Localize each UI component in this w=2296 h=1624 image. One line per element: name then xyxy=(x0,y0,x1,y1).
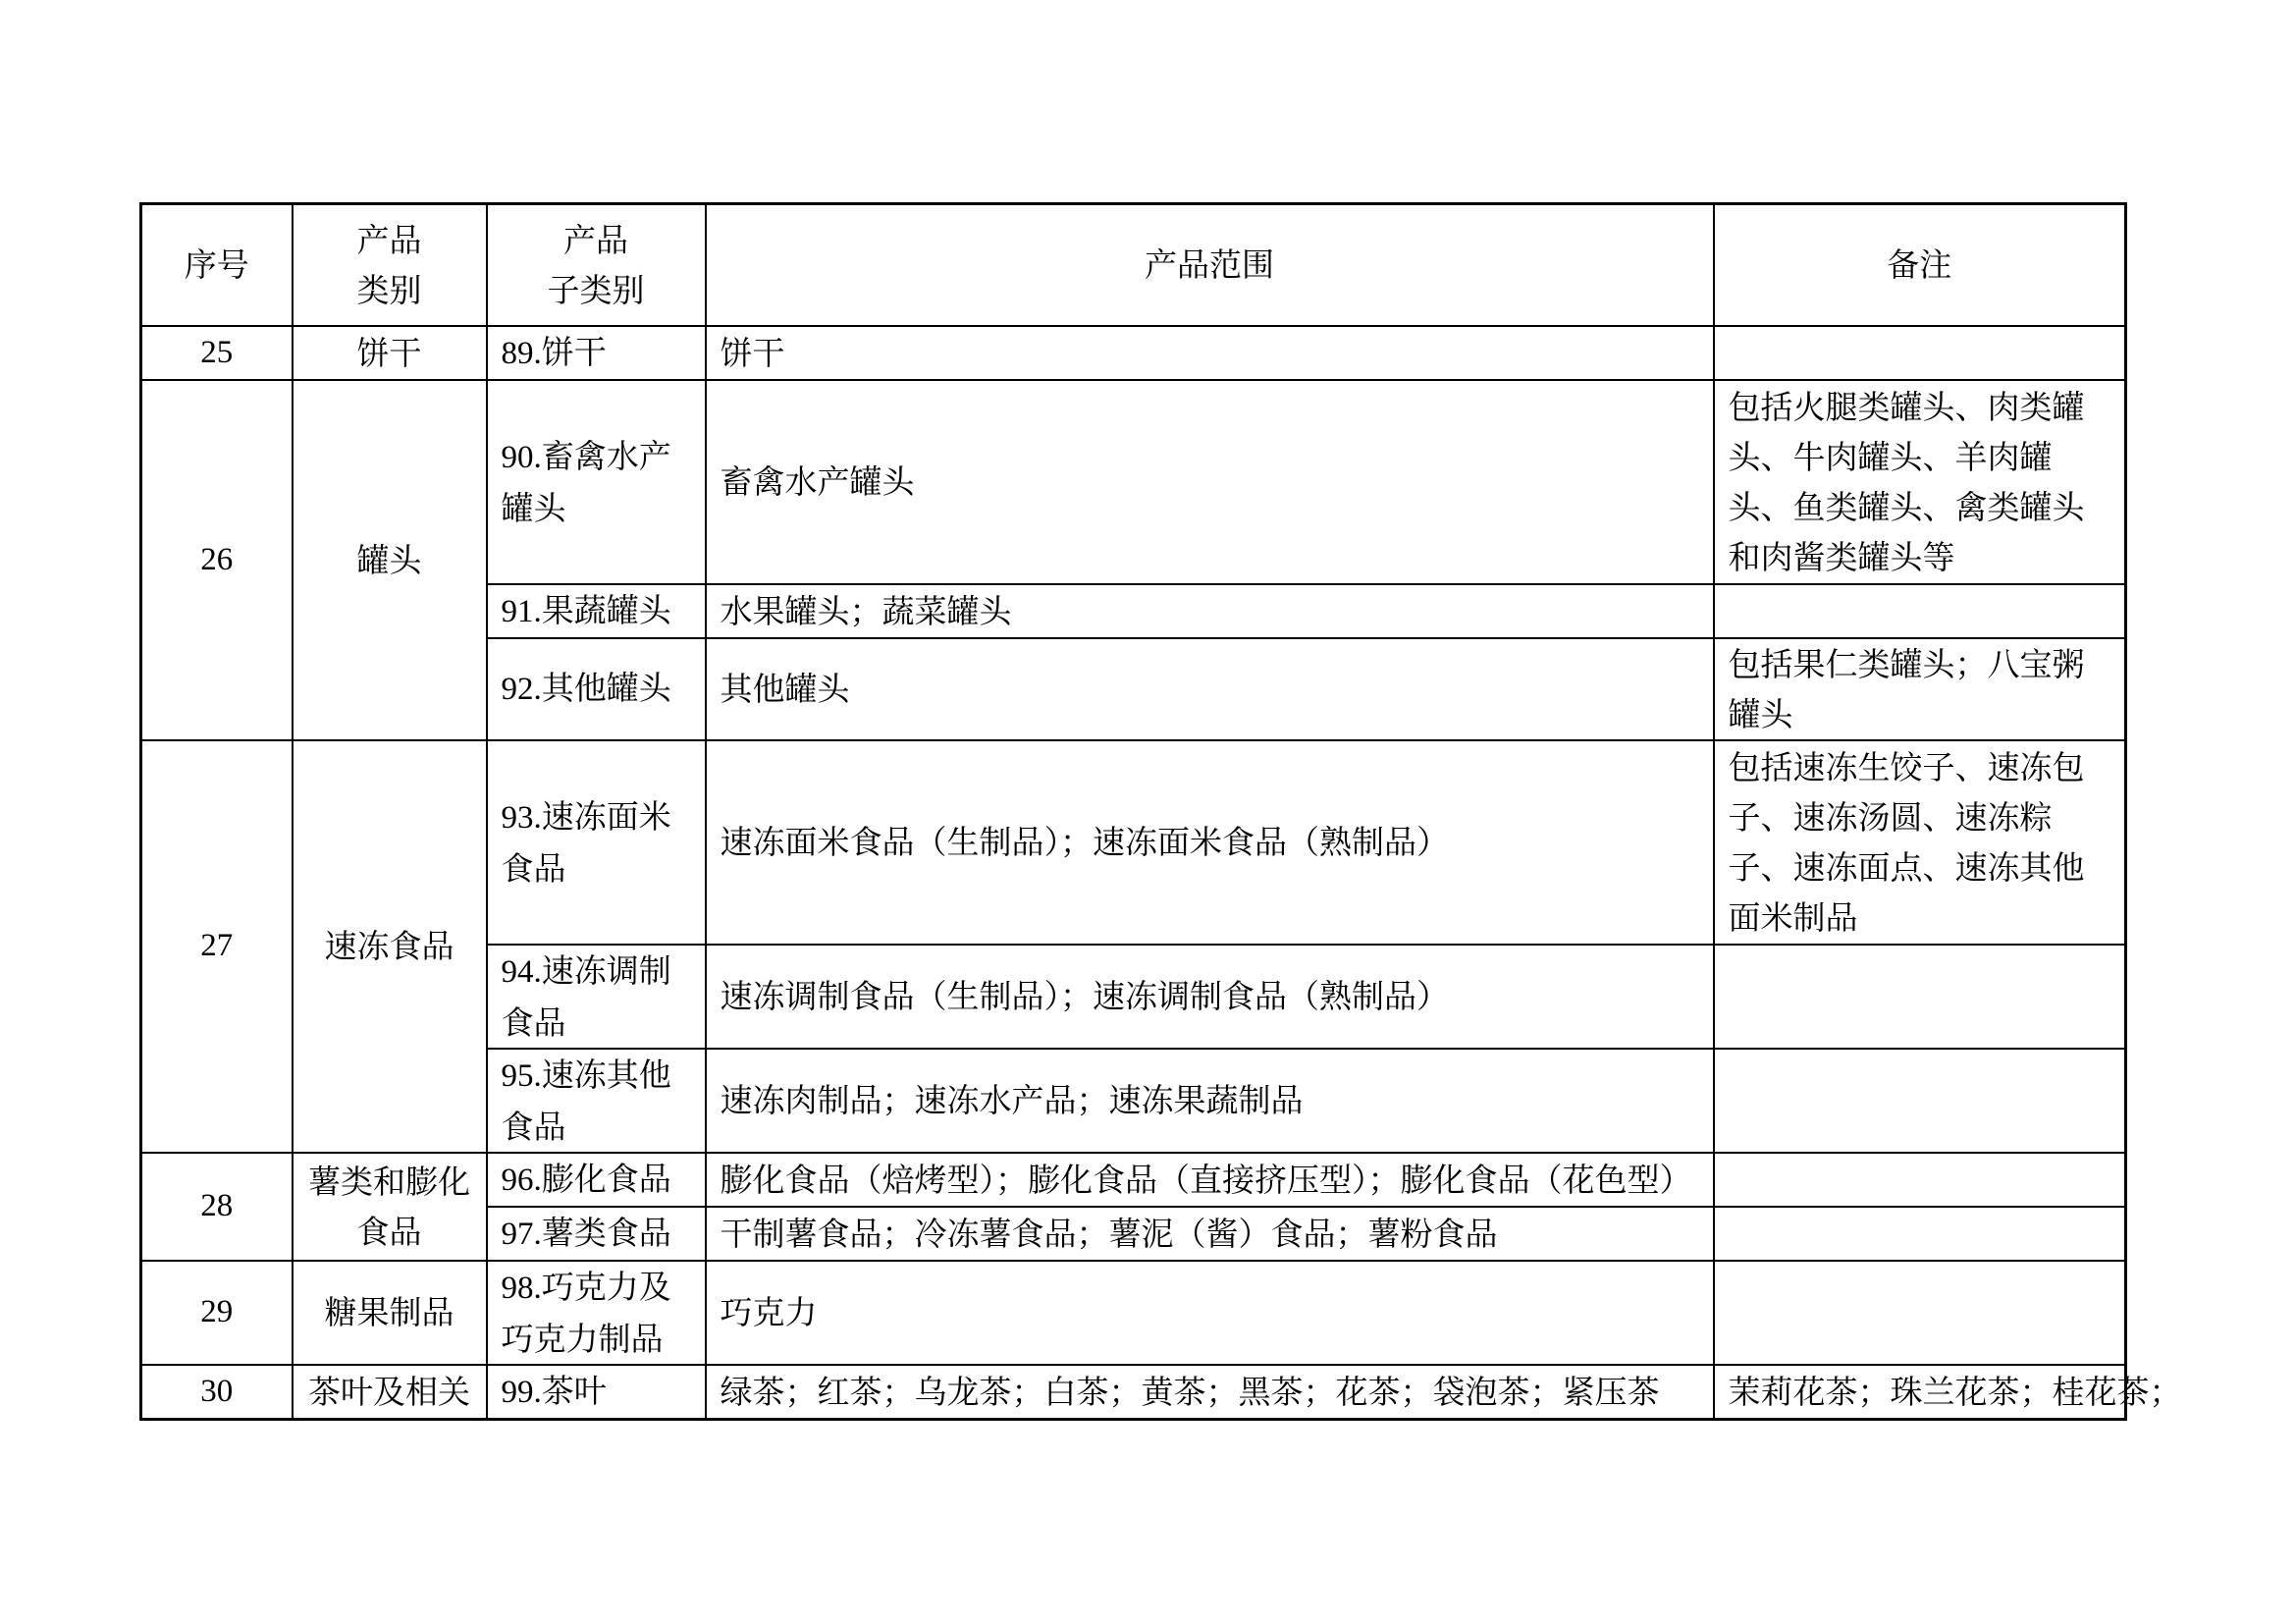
row-remark: 茉莉花茶；珠兰花茶；桂花茶； xyxy=(1714,1365,2126,1420)
row-remark xyxy=(1714,945,2126,1049)
row-category: 茶叶及相关 xyxy=(293,1365,487,1420)
row-subcategory: 93.速冻面米食品 xyxy=(487,740,706,945)
header-row xyxy=(141,204,2126,326)
row-remark: 包括火腿类罐头、肉类罐头、牛肉罐头、羊肉罐头、鱼类罐头、禽类罐头和肉酱类罐头等 xyxy=(1714,380,2126,584)
row-subcategory: 99.茶叶 xyxy=(487,1365,706,1420)
row-scope: 水果罐头；蔬菜罐头 xyxy=(706,584,1714,638)
row-seq: 25 xyxy=(141,326,293,380)
row-category: 薯类和膨化食品 xyxy=(293,1153,487,1261)
row-scope: 巧克力 xyxy=(706,1261,1714,1365)
row-subcategory: 92.其他罐头 xyxy=(487,638,706,740)
row-category: 速冻食品 xyxy=(293,740,487,1153)
row-category: 饼干 xyxy=(293,326,487,380)
row-remark: 包括果仁类罐头；八宝粥罐头 xyxy=(1714,638,2126,740)
row-scope: 速冻肉制品；速冻水产品；速冻果蔬制品 xyxy=(706,1049,1714,1153)
table-row xyxy=(141,1153,2126,1207)
table-row xyxy=(141,380,2126,584)
row-subcategory: 98.巧克力及巧克力制品 xyxy=(487,1261,706,1365)
row-scope: 畜禽水产罐头 xyxy=(706,380,1714,584)
row-remark xyxy=(1714,1207,2126,1261)
row-scope: 饼干 xyxy=(706,326,1714,380)
row-seq: 30 xyxy=(141,1365,293,1420)
row-remark xyxy=(1714,1153,2126,1207)
row-scope: 其他罐头 xyxy=(706,638,1714,740)
header-seq: 序号 xyxy=(141,204,293,326)
row-subcategory: 94.速冻调制食品 xyxy=(487,945,706,1049)
row-category: 糖果制品 xyxy=(293,1261,487,1365)
row-seq: 27 xyxy=(141,740,293,1153)
table-row xyxy=(141,740,2126,945)
row-remark: 包括速冻生饺子、速冻包子、速冻汤圆、速冻粽子、速冻面点、速冻其他面米制品 xyxy=(1714,740,2126,945)
row-remark xyxy=(1714,584,2126,638)
header-remark: 备注 xyxy=(1714,204,2126,326)
row-subcategory: 95.速冻其他食品 xyxy=(487,1049,706,1153)
row-subcategory: 90.畜禽水产罐头 xyxy=(487,380,706,584)
row-subcategory: 96.膨化食品 xyxy=(487,1153,706,1207)
header-category: 产品 类别 xyxy=(293,204,487,326)
row-subcategory: 97.薯类食品 xyxy=(487,1207,706,1261)
row-subcategory: 89.饼干 xyxy=(487,326,706,380)
row-seq: 26 xyxy=(141,380,293,740)
row-remark xyxy=(1714,1049,2126,1153)
row-seq: 29 xyxy=(141,1261,293,1365)
header-scope: 产品范围 xyxy=(706,204,1714,326)
row-category: 罐头 xyxy=(293,380,487,740)
table-row xyxy=(141,326,2126,380)
row-remark xyxy=(1714,1261,2126,1365)
row-subcategory: 91.果蔬罐头 xyxy=(487,584,706,638)
row-scope: 速冻面米食品（生制品）；速冻面米食品（熟制品） xyxy=(706,740,1714,945)
table-row xyxy=(141,1365,2126,1420)
product-table xyxy=(139,202,2182,1421)
row-scope: 速冻调制食品（生制品）；速冻调制食品（熟制品） xyxy=(706,945,1714,1049)
header-subcategory: 产品 子类别 xyxy=(487,204,706,326)
table-row xyxy=(141,1261,2126,1365)
row-scope: 干制薯食品；冷冻薯食品；薯泥（酱）食品；薯粉食品 xyxy=(706,1207,1714,1261)
row-remark xyxy=(1714,326,2126,380)
row-seq: 28 xyxy=(141,1153,293,1261)
row-scope: 绿茶；红茶；乌龙茶；白茶；黄茶；黑茶；花茶；袋泡茶；紧压茶 xyxy=(706,1365,1714,1420)
row-scope: 膨化食品（焙烤型）；膨化食品（直接挤压型）；膨化食品（花色型） xyxy=(706,1153,1714,1207)
